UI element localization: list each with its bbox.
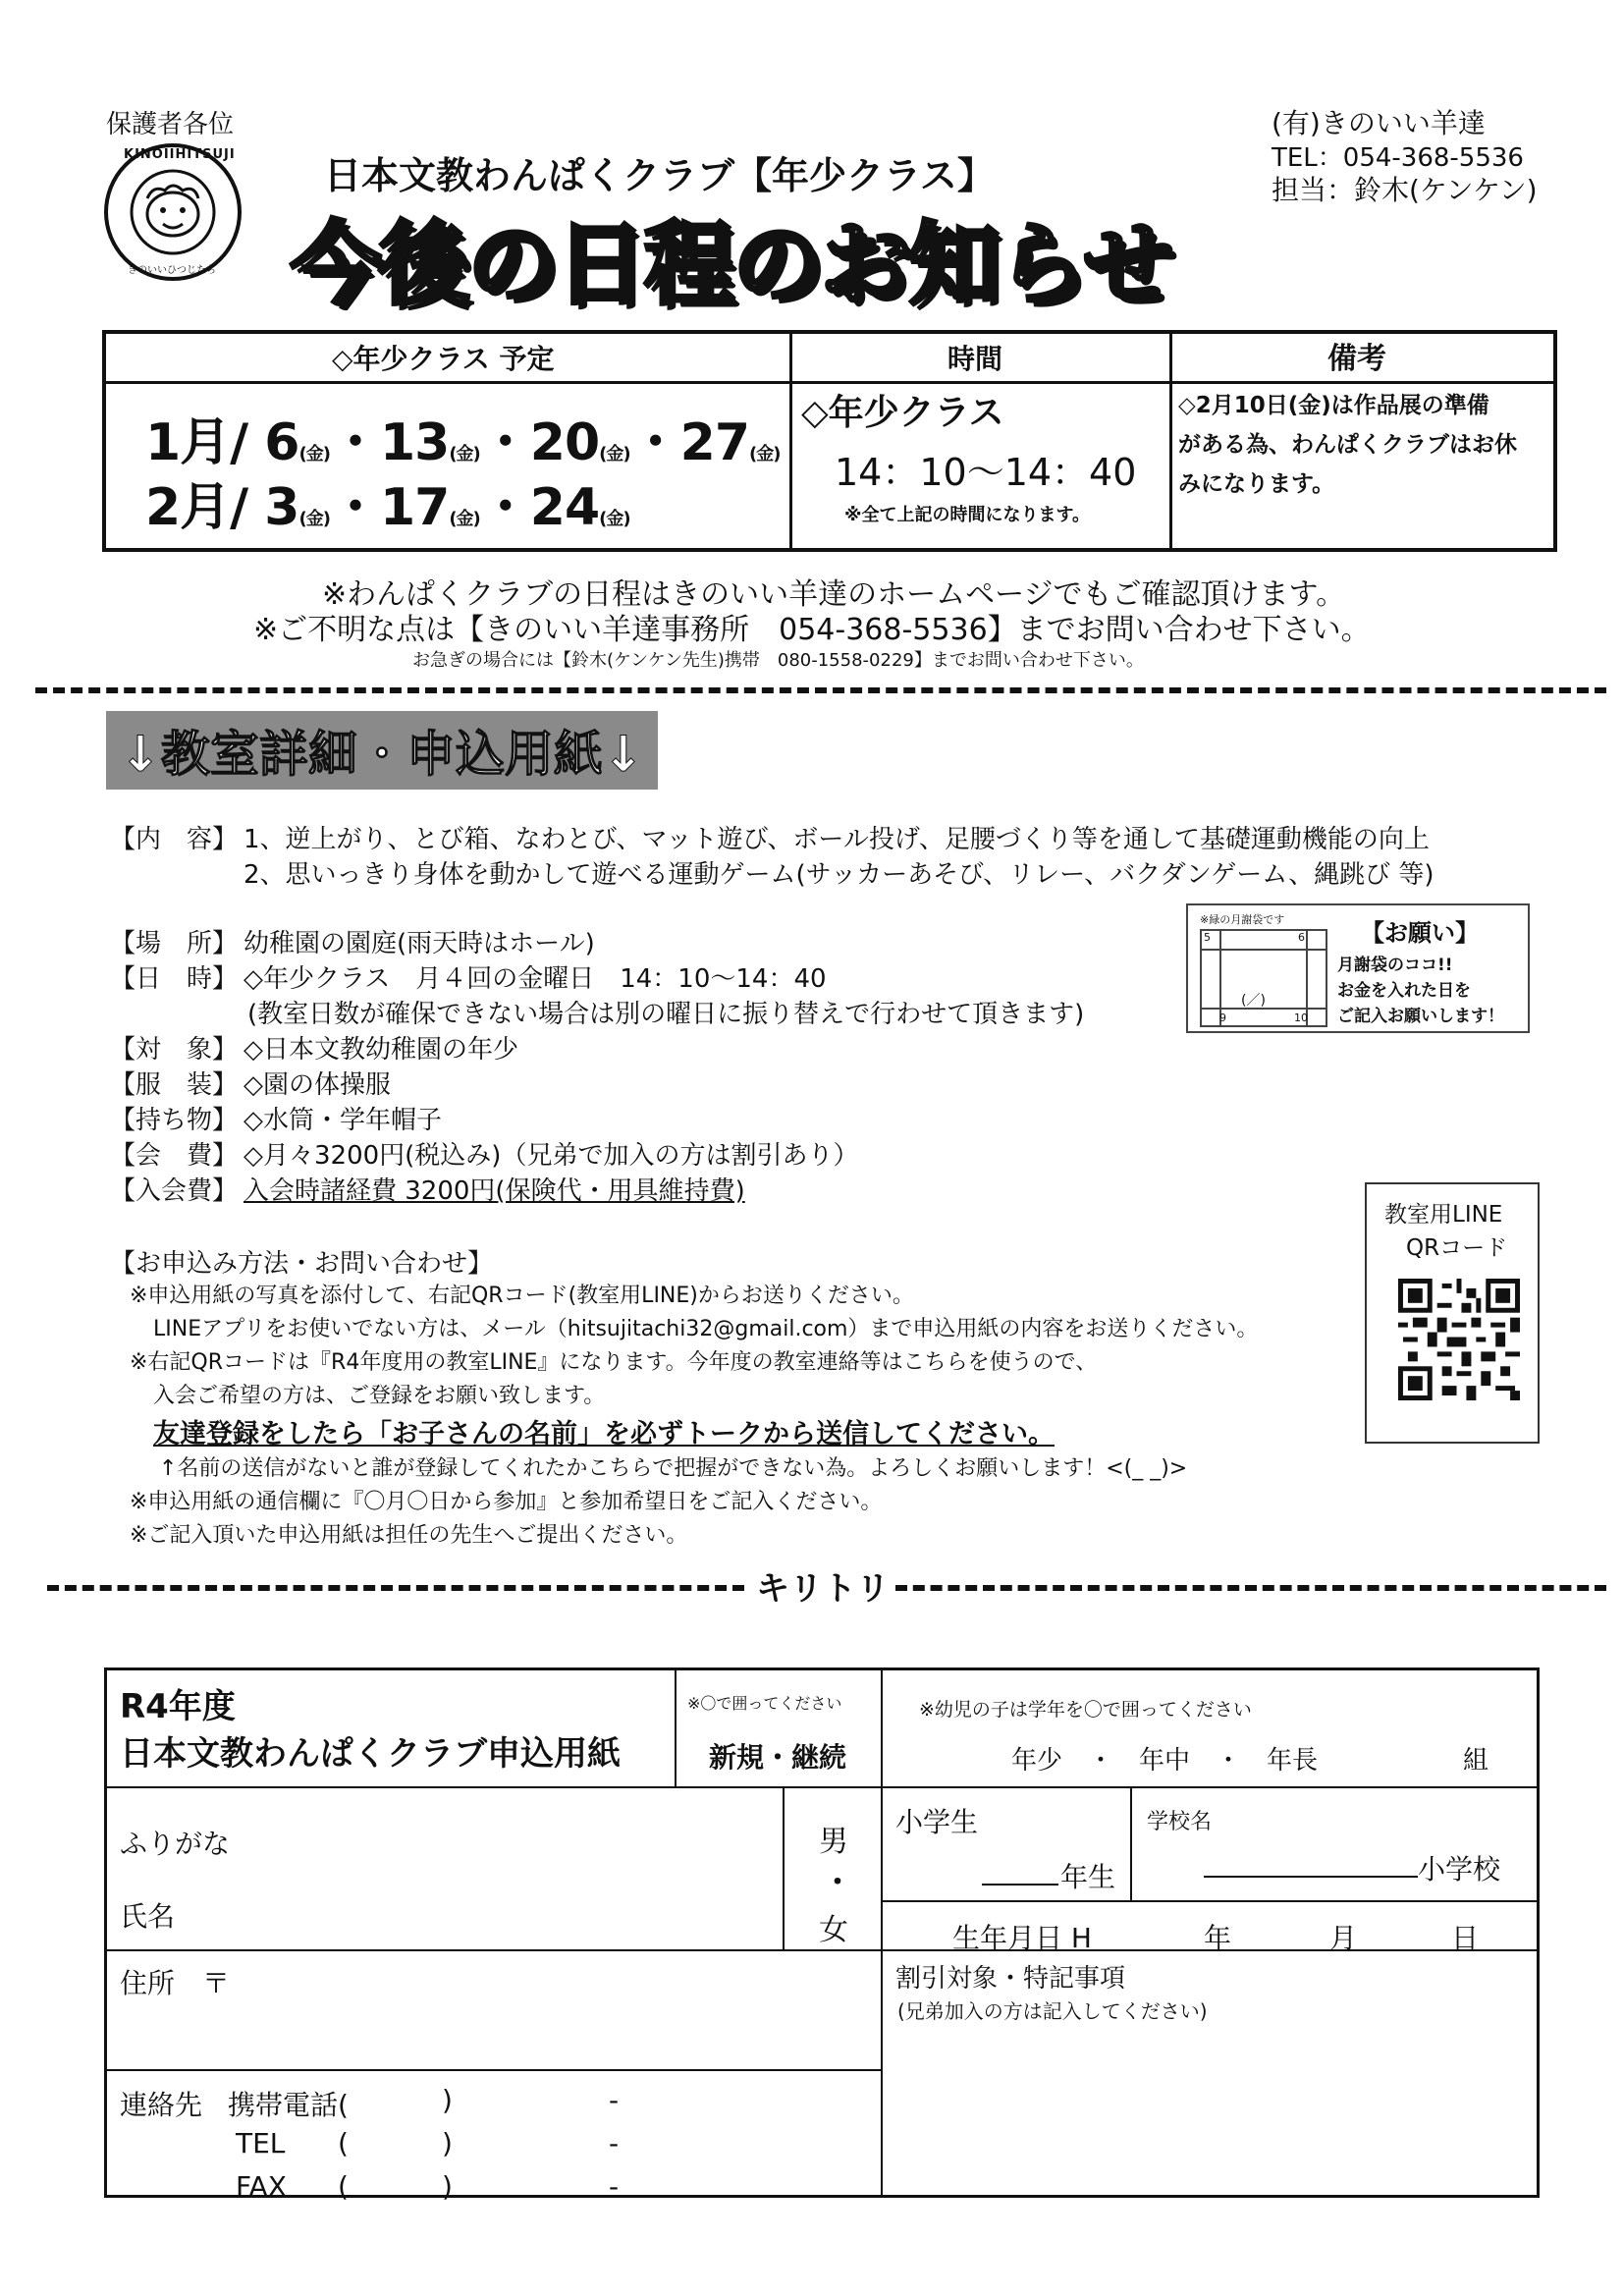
cut-label: キリトリ xyxy=(756,1569,890,1609)
detail-clothes: ◇園の体操服 xyxy=(244,1070,391,1100)
detail-fee: ◇月々3200円(税込み)（兄弟で加入の方は割引あり） xyxy=(244,1141,859,1171)
application-line-5: ↑名前の送信がないと誰が登録してくれたかこちらで把握ができない為。よろしくお願いします！<(_ _)> xyxy=(159,1456,1188,1481)
form-birth-month: 月 xyxy=(1329,1922,1358,1954)
form-circle-note: ※〇で囲ってください xyxy=(687,1694,842,1713)
form-male[interactable]: 男 xyxy=(819,1825,848,1859)
envelope-cell-10: 10 xyxy=(1294,1011,1308,1024)
schedule-time: 14：10〜14：40 xyxy=(835,451,1137,494)
form-fax-open: ( xyxy=(338,2170,349,2203)
application-line-3: ※右記QRコードは『R4年度用の教室LINE』になります。今年度の教室連絡等はこちらを使うので、 xyxy=(130,1350,1098,1375)
qr-label-2: QRコード xyxy=(1406,1235,1508,1261)
note-urgent: お急ぎの場合には【鈴木(ケンケン先生)携帯 080-1558-0229】までお問い合わせ下さい。 xyxy=(412,650,1144,671)
note-office: ※ご不明な点は【きのいい羊達事務所 054-368-5536】までお問い合わせ下さい。 xyxy=(253,613,1371,647)
cut-line-left xyxy=(47,1585,744,1591)
application-line-6: ※申込用紙の通信欄に『〇月〇日から参加』と参加希望日をご記入ください。 xyxy=(130,1490,883,1514)
form-elementary: 小学生 xyxy=(895,1806,979,1838)
schedule-header-time: 時間 xyxy=(947,343,1003,375)
cut-line-right xyxy=(895,1585,1606,1591)
detail-label-entry: 【入会費】 xyxy=(110,1176,239,1206)
detail-entry: 入会時諸経費 3200円(保険代・用具維持費) xyxy=(244,1176,745,1206)
detail-label-target: 【対 象】 xyxy=(110,1035,239,1065)
section-title: ↓教室詳細・申込用紙↓ xyxy=(106,711,658,790)
form-grade-blank[interactable] xyxy=(982,1884,1058,1886)
company-name: (有)きのいい羊達 xyxy=(1272,107,1486,139)
schedule-header-class: ◇年少クラス 予定 xyxy=(332,343,555,375)
form-tel-dash: - xyxy=(609,2127,620,2159)
form-birth-year: 年 xyxy=(1204,1922,1232,1954)
form-title: 日本文教わんぱくクラブ申込用紙 xyxy=(120,1734,621,1774)
schedule-time-note: ※全て上記の時間になります。 xyxy=(844,505,1091,525)
form-name: 氏名 xyxy=(120,1900,176,1933)
detail-label-content: 【内 容】 xyxy=(110,825,239,854)
schedule-feb: 2月/ 3(金)・17(金)・24(金) xyxy=(145,478,630,537)
qr-label-1: 教室用LINE xyxy=(1384,1202,1503,1228)
form-child-note: ※幼児の子は学年を〇で囲ってください xyxy=(919,1699,1252,1721)
form-birthday: 生年月日 H xyxy=(952,1922,1092,1954)
form-school-name: 学校名 xyxy=(1147,1810,1213,1834)
form-discount-note: (兄弟加入の方は記入してください) xyxy=(897,1999,1208,2023)
schedule-header-remark: 備考 xyxy=(1327,342,1386,376)
form-grade-suffix: 年生 xyxy=(1060,1861,1116,1893)
schedule-jan: 1月/ 6(金)・13(金)・20(金)・27(金) xyxy=(145,413,781,472)
application-line-2: LINEアプリをお使いでない方は、メール（hitsujitachi32@gmail.com）まで申込用紙の内容をお送りください。 xyxy=(153,1317,1259,1341)
form-year: R4年度 xyxy=(120,1687,236,1726)
detail-target: ◇日本文教幼稚園の年少 xyxy=(244,1035,518,1065)
form-school-suffix: 小学校 xyxy=(1418,1853,1501,1886)
application-heading: 【お申込み方法・お問い合わせ】 xyxy=(110,1249,494,1279)
envelope-line-3: ご記入お願いします！ xyxy=(1337,1007,1504,1026)
form-discount: 割引対象・特記事項 xyxy=(895,1964,1126,1994)
detail-label-fee: 【会 費】 xyxy=(110,1141,239,1171)
page-title: 今後の日程のお知らせ xyxy=(291,212,1172,317)
logo xyxy=(104,143,242,281)
form-gender-dot: ・ xyxy=(823,1866,852,1900)
form-kumi: 組 xyxy=(1463,1746,1489,1776)
detail-place: 幼稚園の園庭(雨天時はホール) xyxy=(244,929,595,958)
detail-label-clothes: 【服 装】 xyxy=(110,1070,239,1100)
schedule-class-name: ◇年少クラス xyxy=(801,393,1004,433)
form-fax-close: ) xyxy=(442,2170,453,2203)
form-tel-close: ) xyxy=(442,2127,453,2159)
detail-content-1: 1、逆上がり、とび箱、なわとび、マット遊び、ボール投げ、足腰づくり等を通して基礎運動機能の向上 xyxy=(244,825,1430,854)
form-fax-dash: - xyxy=(609,2170,620,2203)
detail-datetime-note: (教室日数が確保できない場合は別の曜日に振り替えで行わせて頂きます) xyxy=(247,1000,1085,1029)
addressee: 保護者各位 xyxy=(106,110,235,139)
form-fax: FAX xyxy=(236,2170,287,2203)
detail-datetime: ◇年少クラス 月４回の金曜日 14：10〜14：40 xyxy=(244,964,827,994)
form-new-continue[interactable]: 新規・継続 xyxy=(709,1741,847,1774)
application-bold-line: 友達登録をしたら「お子さんの名前」を必ずトークから送信してください。 xyxy=(153,1419,1055,1449)
detail-content-2: 2、思いっきり身体を動かして遊べる運動ゲーム(サッカーあそび、リレー、バクダンゲーム、縄跳び 等) xyxy=(244,860,1435,890)
application-line-1: ※申込用紙の写真を添付して、右記QRコード(教室用LINE)からお送りください。 xyxy=(130,1284,914,1308)
envelope-title: 【お願い】 xyxy=(1361,919,1479,947)
subtitle: 日本文教わんぱくクラブ【年少クラス】 xyxy=(324,154,995,197)
logo-text: KINOIIHITSUJI xyxy=(124,147,236,162)
detail-label-place: 【場 所】 xyxy=(110,929,239,958)
form-tel-open: ( xyxy=(338,2127,349,2159)
envelope-cell-9: 9 xyxy=(1219,1011,1226,1024)
form-furigana: ふりがな xyxy=(120,1828,231,1860)
detail-label-datetime: 【日 時】 xyxy=(110,964,239,994)
form-birth-day: 日 xyxy=(1451,1922,1480,1954)
form-address: 住所 〒 xyxy=(120,1967,231,1999)
sheep-logo-icon xyxy=(108,147,238,277)
form-mobile-dash: - xyxy=(609,2084,620,2116)
form-tel: TEL xyxy=(236,2127,286,2159)
company-tel: TEL：054-368-5536 xyxy=(1272,143,1524,173)
detail-label-items: 【持ち物】 xyxy=(110,1106,239,1135)
schedule-remark-1: ◇2月10日(金)は作品展の準備 xyxy=(1178,393,1489,418)
logo-bottom-text: きのいいひつじたち xyxy=(128,265,216,276)
envelope-cell-5: 5 xyxy=(1204,931,1211,944)
envelope-mark: (／) xyxy=(1241,993,1266,1009)
detail-items: ◇水筒・学年帽子 xyxy=(244,1106,442,1135)
schedule-remark-3: みになります。 xyxy=(1178,471,1335,497)
envelope-line-2: お金を入れた日を xyxy=(1337,981,1471,1001)
envelope-cell-6: 6 xyxy=(1298,931,1305,944)
schedule-remark-2: がある為、わんぱくクラブはお休 xyxy=(1178,432,1517,458)
form-female[interactable]: 女 xyxy=(819,1913,848,1947)
form-grades[interactable]: 年少 ・ 年中 ・ 年長 xyxy=(1011,1746,1319,1776)
form-mobile: 携帯電話( xyxy=(228,2089,349,2121)
envelope-small-label: ※緑の月謝袋です xyxy=(1200,913,1285,926)
form-contact: 連絡先 xyxy=(120,2089,203,2121)
contact-person: 担当：鈴木(ケンケン) xyxy=(1272,174,1538,206)
application-line-7: ※ご記入頂いた申込用紙は担任の先生へご提出ください。 xyxy=(130,1523,688,1548)
note-homepage: ※わんぱくクラブの日程はきのいい羊達のホームページでもご確認頂けます。 xyxy=(322,577,1346,612)
dashed-divider-top xyxy=(35,687,1606,693)
envelope-line-1: 月謝袋のココ!! xyxy=(1337,956,1453,975)
qr-code-icon[interactable] xyxy=(1398,1279,1520,1400)
form-mobile-close: ) xyxy=(442,2084,453,2116)
application-line-4: 入会ご希望の方は、ご登録をお願い致します。 xyxy=(153,1384,606,1408)
form-school-blank[interactable] xyxy=(1204,1876,1418,1878)
